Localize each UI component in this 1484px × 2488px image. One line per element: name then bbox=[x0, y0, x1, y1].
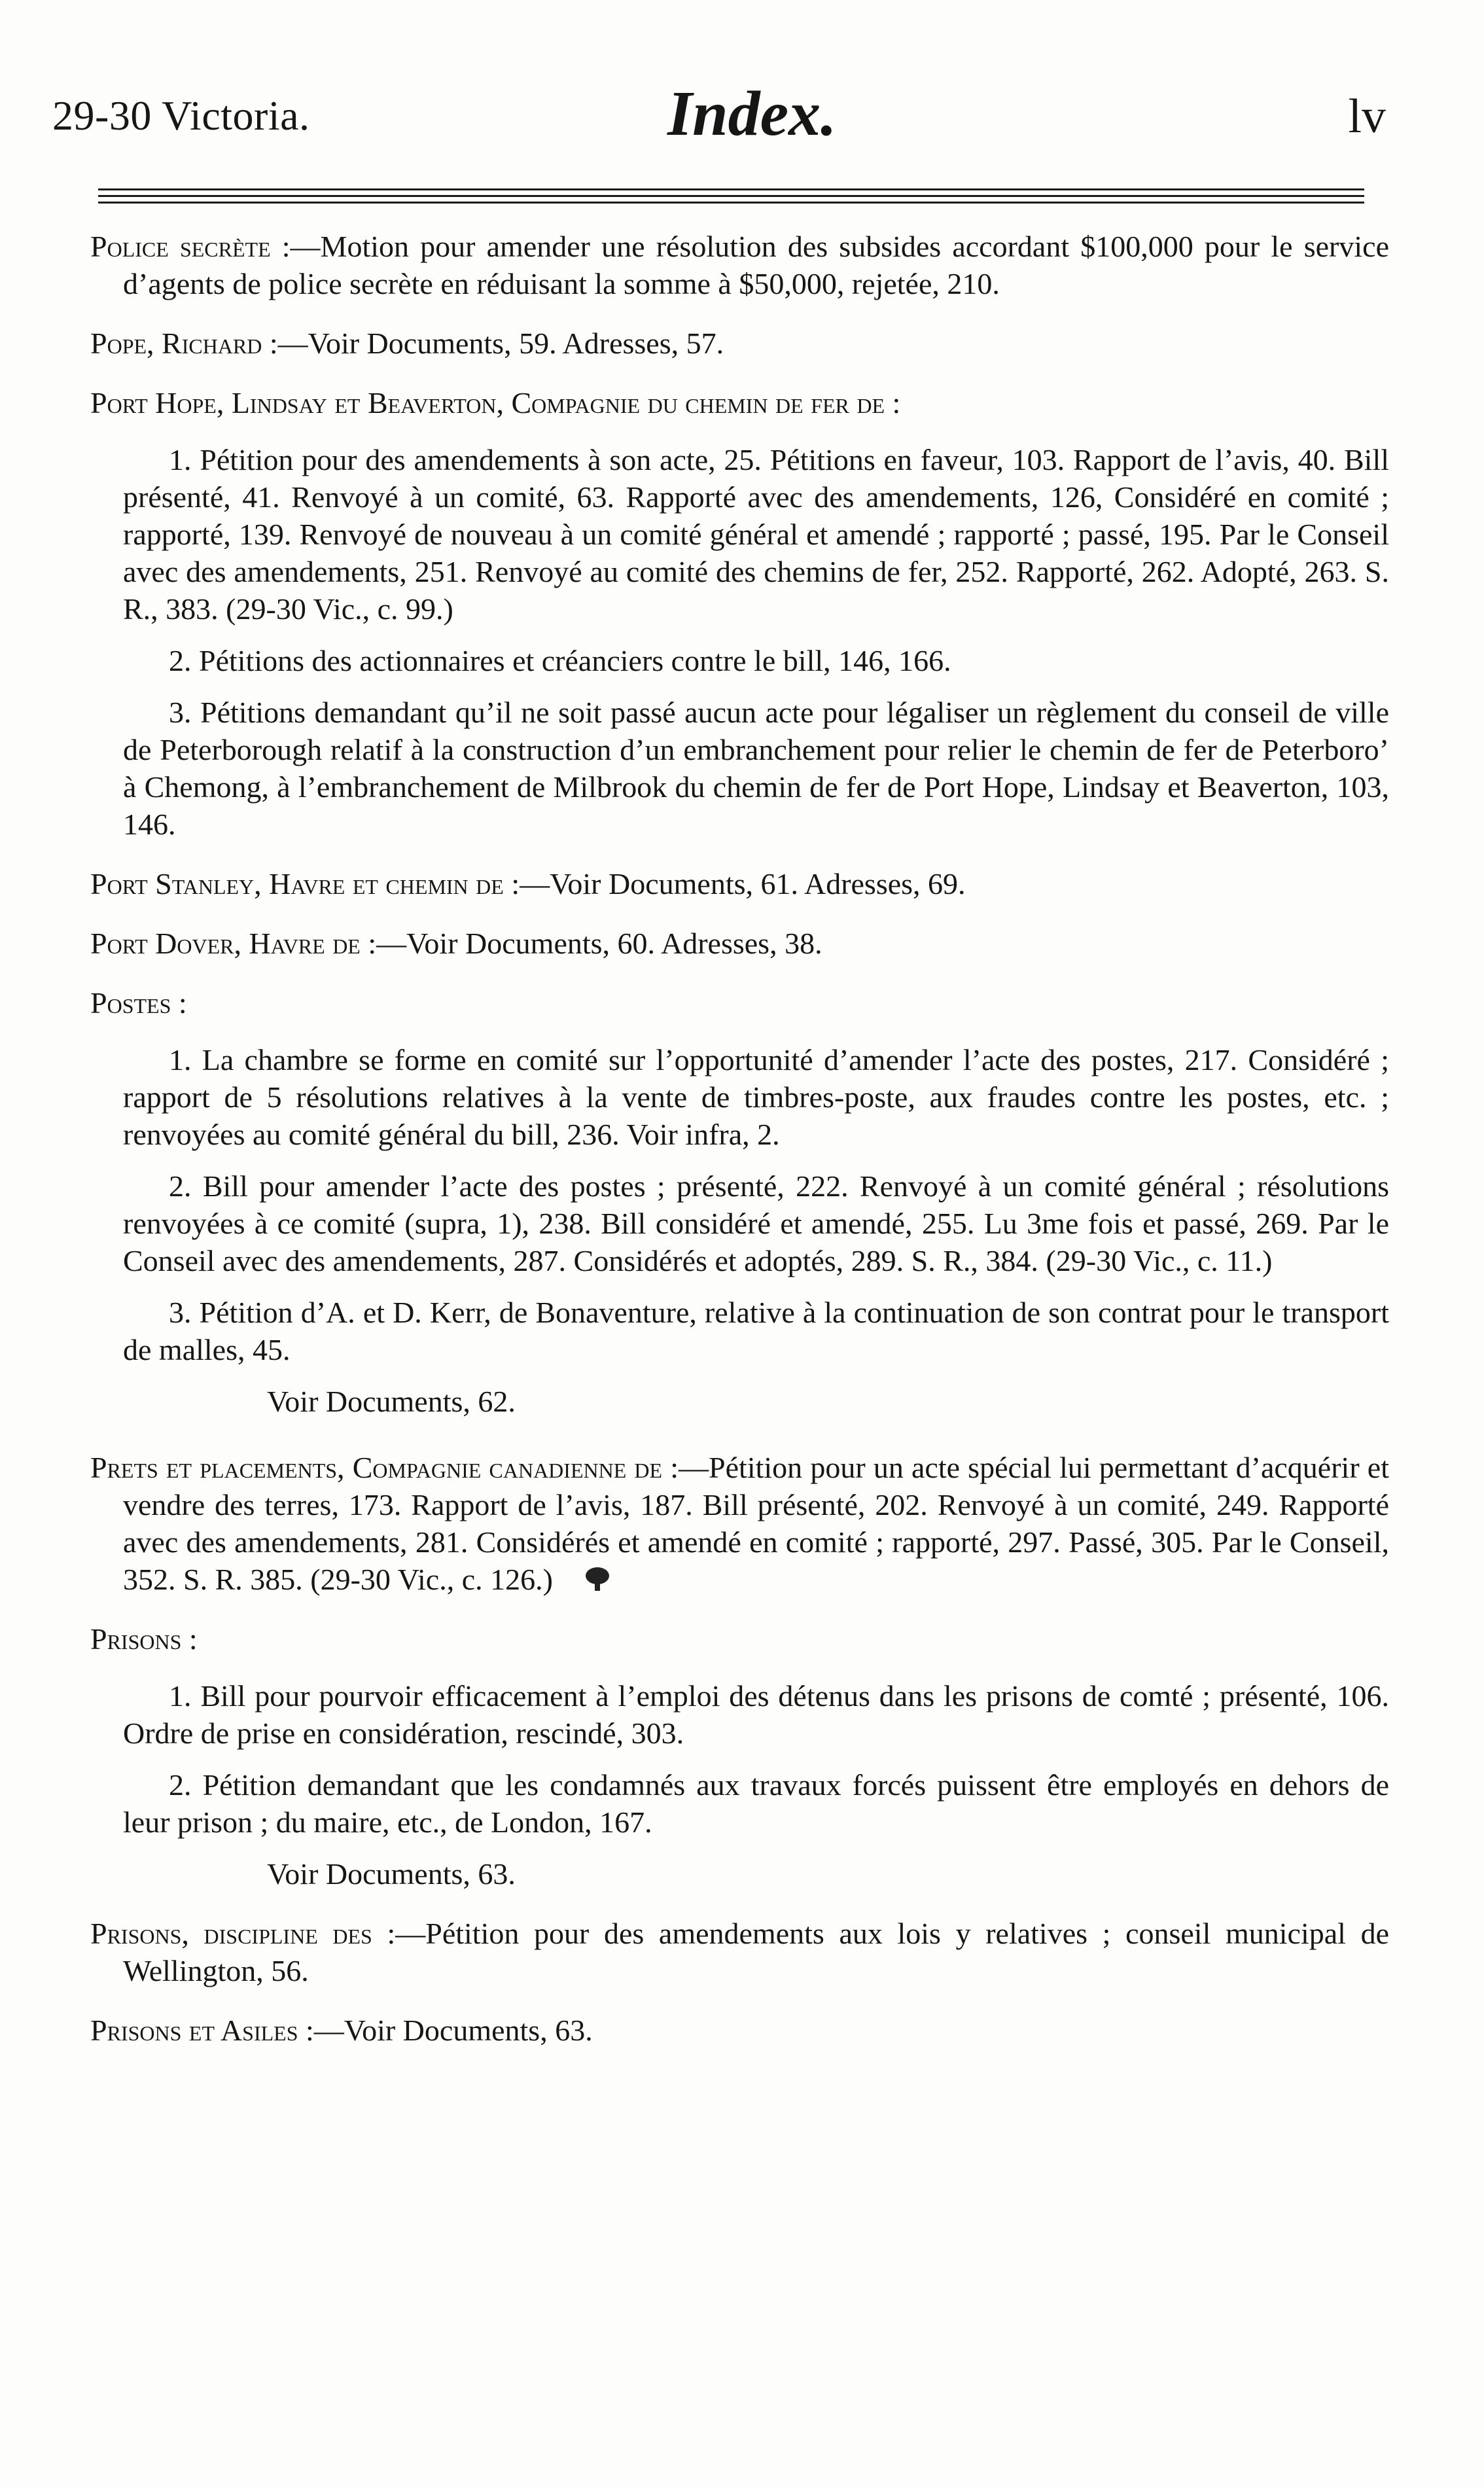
entry-heading: Port Stanley, Havre et chemin de : bbox=[90, 867, 520, 900]
see-also: Voir Documents, 63. bbox=[267, 1857, 516, 1891]
sub-entry: 3. Pétitions demandant qu’il ne soit passé aucun acte pour légaliser un règlement du conseil de ville de Peterborough relatif à la construction d’un embranchement pour relier le chemin de fer de Peterboro’ à Chemong, à l’embranchement de Milbrook du chemin de fer de Port Hope, Lindsay et Beaverton, 103, 146. bbox=[123, 696, 1389, 841]
entry-heading: Police secrète : bbox=[90, 230, 291, 263]
index-entry-pope-richard bbox=[90, 325, 1389, 362]
index-entry-police-secrete bbox=[90, 228, 1389, 302]
sub-entry: 1. Bill pour pourvoir efficacement à l’emploi des détenus dans les prisons de comté ; présenté, 106. Ordre de prise en considération, rescindé, 303. bbox=[123, 1679, 1389, 1750]
sub-entry: 1. La chambre se forme en comité sur l’opportunité d’amender l’acte des postes, 217. Considéré ; rapport de 5 résolutions relatives à la vente de timbres-poste, aux fraudes contre les postes, etc. ; renvoyées au comité général du bill, 236. Voir infra, 2. bbox=[123, 1043, 1389, 1151]
entry-heading: Prisons, discipline des : bbox=[90, 1917, 396, 1950]
entry-heading: Pope, Richard : bbox=[90, 327, 278, 360]
page-header bbox=[52, 77, 1386, 149]
see-also: Voir Documents, 62. bbox=[267, 1385, 516, 1418]
index-entry-port-stanley bbox=[90, 865, 1389, 902]
sub-entry: 2. Bill pour amender l’acte des postes ; présenté, 222. Renvoyé à un comité général ; résolutions renvoyées à ce comité (supra, 1), 238. Bill considéré et amendé, 255. Lu 3me fois et passé, 269. Par le Conseil avec des amendements, 287. Considérés et adoptés, 289. S. R., 384. (29-30 Vic., c. 11.) bbox=[123, 1169, 1389, 1277]
entry-text: —Motion pour amender une résolution des subsides accordant $100,000 pour le service d’agents de police secrète en réduisant la somme à $50,000, rejetée, 210. bbox=[123, 230, 1389, 300]
index-heading-prisons bbox=[90, 1620, 1389, 1658]
sub-entry: 3. Pétition d’A. et D. Kerr, de Bonaventure, relative à la continuation de son contrat pour le transport de malles, 45. bbox=[123, 1296, 1389, 1366]
entry-text: —Pétition pour des amendements aux lois y relatives ; conseil municipal de Wellington, 56. bbox=[123, 1917, 1389, 1987]
index-heading-postes bbox=[90, 984, 1389, 1022]
index-entries bbox=[90, 228, 1389, 2071]
entry-text: —Pétition pour un acte spécial lui permettant d’acquérir et vendre des terres, 173. Rapport de l’avis, 187. Bill présenté, 202. Renvoyé à un comité, 249. Rapporté avec des amendements, 281. Considérés et amendé en comité ; rapporté, 297. Passé, 305. Par le Conseil, 352. S. R. 385. (29-30 Vic., c. 126.) bbox=[123, 1451, 1390, 1596]
index-entry-prets-placements bbox=[90, 1449, 1389, 1598]
entry-text: —Voir Documents, 60. Adresses, 38. bbox=[376, 927, 822, 960]
header-rule bbox=[98, 195, 1364, 197]
entry-heading: Port Dover, Havre de : bbox=[90, 927, 377, 960]
entry-heading: Port Hope, Lindsay et Beaverton, Compagnie du chemin de fer de : bbox=[90, 386, 901, 419]
sub-entry: 2. Pétitions des actionnaires et créanciers contre le bill, 146, 166. bbox=[169, 644, 951, 677]
index-entry-prisons-discipline bbox=[90, 1915, 1389, 1989]
volume-label: 29-30 Victoria. bbox=[52, 92, 310, 139]
entry-heading: Prisons : bbox=[90, 1622, 198, 1656]
index-entry-prisons-asiles bbox=[90, 2012, 1389, 2049]
page-number: lv bbox=[1348, 90, 1386, 143]
ink-blot-mark bbox=[586, 1567, 609, 1584]
entry-text: —Voir Documents, 59. Adresses, 57. bbox=[277, 327, 724, 360]
entry-text: —Voir Documents, 61. Adresses, 69. bbox=[520, 867, 966, 900]
header-rule bbox=[98, 188, 1364, 190]
entry-heading: Prisons et Asiles : bbox=[90, 2014, 314, 2047]
header-rule bbox=[98, 202, 1364, 204]
entry-text: —Voir Documents, 63. bbox=[313, 2014, 593, 2047]
entry-heading: Postes : bbox=[90, 986, 187, 1020]
index-entry-port-dover bbox=[90, 925, 1389, 962]
sub-entry: 1. Pétition pour des amendements à son acte, 25. Pétitions en faveur, 103. Rapport de l’avis, 40. Bill présenté, 41. Renvoyé à un comité, 63. Rapporté avec des amendements, 126, Considéré en comité ; rapporté, 139. Renvoyé de nouveau à un comité général et amendé ; rapporté ; passé, 195. Par le Conseil avec des amendements, 251. Renvoyé au comité des chemins de fer, 252. Rapporté, 262. Adopté, 263. S. R., 383. (29-30 Vic., c. 99.) bbox=[123, 443, 1389, 626]
sub-entry: 2. Pétition demandant que les condamnés aux travaux forcés puissent être employés en dehors de leur prison ; du maire, etc., de London, 167. bbox=[123, 1768, 1389, 1839]
index-heading-port-hope bbox=[90, 384, 1389, 421]
page-title: Index. bbox=[667, 79, 837, 149]
entry-heading: Prets et placements, Compagnie canadienne de : bbox=[90, 1451, 679, 1484]
